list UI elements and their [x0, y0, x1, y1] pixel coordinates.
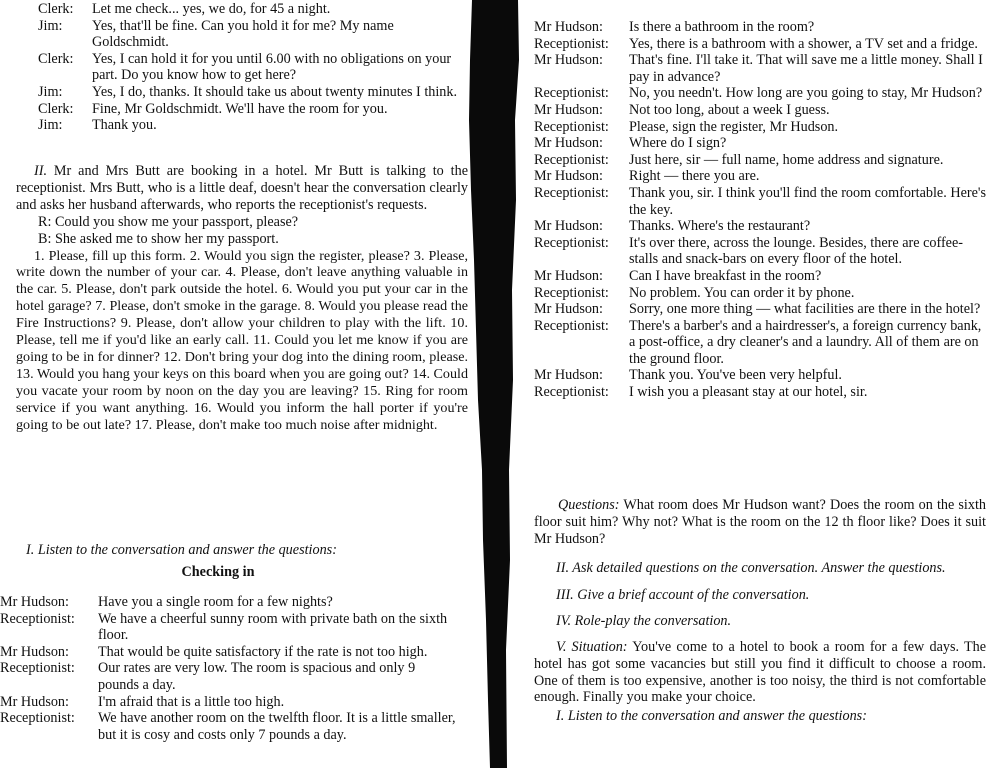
- speaker-label: Receptionist:: [534, 284, 609, 301]
- line-text: Sorry, one more thing — what facilities are there in the hotel?: [629, 301, 981, 318]
- speaker-label: Receptionist:: [534, 184, 609, 201]
- dialogue-line: [0, 594, 456, 611]
- dialogue-line: [534, 119, 986, 136]
- task3-text: III. Give a brief account of the conversation.: [556, 586, 810, 603]
- speaker-label: Receptionist:: [534, 35, 609, 52]
- task2-text: II. Ask detailed questions on the conversation. Answer the questions.: [556, 560, 946, 576]
- line-text: Please, sign the register, Mr Hudson.: [629, 118, 839, 135]
- line-text: Not too long, about a week I guess.: [629, 101, 830, 118]
- dialogue-line: [534, 185, 986, 218]
- dialogue-line: [0, 660, 456, 693]
- dialogue-line: [534, 152, 986, 169]
- line-text: We have another room on the twelfth floor. It is a little smaller, but it is cosy and costs only 7 pounds a day.: [98, 710, 456, 743]
- situation-text: You've come to a hotel to book a room for a few days. The hotel has got some vacancies but still you find it difficult to choose a room. One of them is too expensive, another is too noisy, the third is not comfortable enough. Finally you make your choice.: [534, 638, 987, 706]
- checking-in-title: Checking in: [181, 564, 255, 580]
- dialogue-line: [0, 644, 456, 661]
- tasks-block: [534, 560, 986, 725]
- line-text: Where do I sign?: [629, 135, 727, 152]
- speaker-label: Jim:: [38, 83, 63, 100]
- line-text: Thank you, sir. I think you'll find the room comfortable. Here's the key.: [629, 184, 986, 218]
- line-text: I wish you a pleasant stay at our hotel, sir.: [629, 384, 868, 401]
- line-text: Let me check... yes, we do, for 45 a night.: [92, 1, 331, 17]
- speaker-label: Clerk:: [38, 50, 74, 67]
- line-text: No, you needn't. How long are you going to stay, Mr Hudson?: [629, 85, 983, 102]
- dialogue-line: [534, 384, 986, 401]
- speaker-label: Receptionist:: [534, 234, 609, 251]
- speaker-label: Receptionist:: [534, 384, 609, 401]
- task-listen: [26, 542, 466, 559]
- right-dialogue: [534, 19, 986, 401]
- dialogue-line: [534, 285, 986, 302]
- left-page: [0, 0, 470, 768]
- checking-dialogue: [0, 594, 456, 743]
- speaker-label: Mr Hudson:: [534, 301, 603, 318]
- questions-paragraph: [534, 497, 986, 548]
- task-listen2-text: I. Listen to the conversation and answer the questions:: [556, 708, 867, 725]
- task4-text: IV. Role-play the conversation.: [556, 612, 732, 629]
- speaker-label: Receptionist:: [534, 151, 609, 168]
- line-text: Yes, there is a bathroom with a shower, a TV set and a fridge.: [629, 35, 978, 52]
- dialogue-line: [534, 218, 986, 235]
- dialogue-line: [38, 51, 468, 84]
- dialogue-line: [0, 611, 456, 644]
- example-request: R: Could you show me your passport, please?: [38, 213, 299, 230]
- line-text: Right — there you are.: [629, 168, 760, 185]
- dialogue-line: [38, 84, 468, 101]
- line-text: Thank you.: [92, 117, 157, 134]
- task2-paragraph: [16, 163, 468, 214]
- book-gutter: [462, 0, 522, 768]
- line-text: It's over there, across the lounge. Besides, there are coffee-stalls and snack-bars on every floor of the hotel.: [629, 234, 963, 268]
- task2-heading: II.: [34, 163, 47, 179]
- dialogue-line: [534, 85, 986, 102]
- line-text: Just here, sir — full name, home address and signature.: [629, 151, 944, 168]
- line-text: Yes, I can hold it for you until 6.00 with no obligations on your part. Do you know how to get here?: [92, 50, 452, 84]
- speaker-label: Mr Hudson:: [534, 267, 603, 284]
- requests-paragraph: 1. Please, fill up this form. 2. Would you sign the register, please? 3. Please, write down the number of your car. 4. Please, don't leave anything valuable in the car. 5. Please, don't park outside the hotel. 6. Would you put your car in the hotel garage? 7. Please, don't smoke in the garage. 8. Would you please read the Fire Instructions? 9. Please, don't allow your children to play with the lift. 10. Please, tell me if you'd like an early call. 11. Could you let me know if you are going to be in for dinner? 12. Don't bring your dog into the dining room, please. 13. Would you hang your keys on this board when you are going out? 14. Could you vacate your room by noon on the day you are leaving? 15. Ring for room service if you want anything. 16. Would you inform the hall porter if you're going to be out late? 17. Please, don't make too much noise after midnight.: [16, 247, 468, 433]
- speaker-label: Mr Hudson:: [0, 643, 69, 660]
- dialogue-line: [534, 19, 986, 36]
- dialogue-line: [534, 268, 986, 285]
- line-text: Fine, Mr Goldschmidt. We'll have the room for you.: [92, 100, 388, 117]
- questions-label: Questions:: [558, 497, 620, 513]
- speaker-label: Clerk:: [38, 100, 74, 117]
- dialogue-line: [534, 135, 986, 152]
- dialogue-line: [38, 18, 468, 51]
- speaker-label: Mr Hudson:: [534, 367, 603, 384]
- dialogue-line: [534, 168, 986, 185]
- dialogue-line: [534, 102, 986, 119]
- line-text: I'm afraid that is a little too high.: [98, 693, 285, 710]
- speaker-label: Receptionist:: [0, 660, 75, 677]
- task-listen-text: I. Listen to the conversation and answer the questions:: [26, 542, 337, 558]
- dialogue-line: [534, 36, 986, 53]
- gutter-shadow: [462, 0, 522, 768]
- speaker-label: Receptionist:: [534, 118, 609, 135]
- top-dialogue: [38, 1, 468, 134]
- example-report: B: She asked me to show her my passport.: [38, 230, 279, 247]
- task2-text: Mr and Mrs Butt are booking in a hotel. Mr Butt is talking to the receptionist. Mrs Butt, who is a little deaf, doesn't hear the conversation clearly and asks her husband afterwards, who reports the receptionist's requests.: [16, 163, 468, 213]
- situation-paragraph: [534, 639, 986, 707]
- speaker-label: Clerk:: [38, 1, 74, 17]
- speaker-label: Receptionist:: [0, 710, 75, 727]
- dialogue-line: [0, 710, 456, 743]
- line-text: Yes, I do, thanks. It should take us about twenty minutes I think.: [92, 83, 458, 100]
- situation-label: V. Situation:: [556, 638, 628, 655]
- questions-block: [534, 497, 986, 548]
- speaker-label: Mr Hudson:: [534, 52, 603, 69]
- dialogue-line: [38, 1, 468, 18]
- speaker-label: Mr Hudson:: [0, 693, 69, 710]
- dialogue-line: [534, 318, 986, 368]
- dialogue-line: [38, 101, 468, 118]
- line-text: That's fine. I'll take it. That will save me a little money. Shall I pay in advance?: [629, 52, 983, 85]
- dialogue-line: [534, 367, 986, 384]
- dialogue-line: [534, 301, 986, 318]
- speaker-label: Jim:: [38, 117, 63, 134]
- right-page: [520, 0, 988, 768]
- task2-block: [16, 163, 468, 434]
- speaker-label: Receptionist:: [534, 85, 609, 102]
- dialogue-line: [0, 694, 456, 711]
- line-text: Is there a bathroom in the room?: [629, 19, 815, 35]
- line-text: We have a cheerful sunny room with private bath on the sixth floor.: [98, 610, 448, 644]
- speaker-label: Jim:: [38, 17, 63, 34]
- line-text: Thank you. You've been very helpful.: [629, 367, 842, 384]
- line-text: Can I have breakfast in the room?: [629, 267, 822, 284]
- dialogue-line: [534, 52, 986, 85]
- line-text: There's a barber's and a hairdresser's, a foreign currency bank, a post-office, a dry cleaner's and a laundry. All of them are on the ground floor.: [629, 317, 982, 367]
- line-text: Yes, that'll be fine. Can you hold it for me? My name Goldschmidt.: [92, 17, 394, 51]
- line-text: That would be quite satisfactory if the rate is not too high.: [98, 643, 428, 660]
- speaker-label: Receptionist:: [0, 610, 75, 627]
- line-text: Have you a single room for a few nights?: [98, 594, 333, 610]
- questions-text: What room does Mr Hudson want? Does the room on the sixth floor suit him? Why not? What is the room on the 12 th floor like? Does it suit Mr Hudson?: [534, 497, 986, 547]
- line-text: Thanks. Where's the restaurant?: [629, 218, 811, 235]
- speaker-label: Mr Hudson:: [534, 19, 603, 35]
- speaker-label: Mr Hudson:: [534, 135, 603, 152]
- line-text: Our rates are very low. The room is spacious and only 9 pounds a day.: [98, 660, 416, 693]
- dialogue-line: [38, 117, 468, 134]
- speaker-label: Mr Hudson:: [534, 168, 603, 185]
- speaker-label: Receptionist:: [534, 317, 609, 334]
- speaker-label: Mr Hudson:: [534, 218, 603, 235]
- speaker-label: Mr Hudson:: [0, 594, 69, 610]
- speaker-label: Mr Hudson:: [534, 101, 603, 118]
- dialogue-line: [534, 235, 986, 268]
- line-text: No problem. You can order it by phone.: [629, 284, 855, 301]
